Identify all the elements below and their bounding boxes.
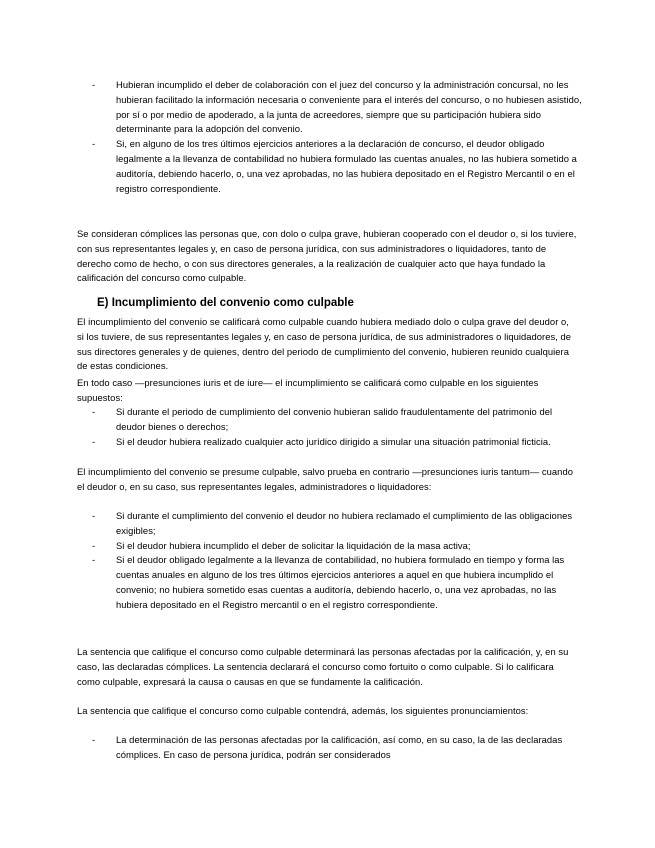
list-item (92, 137, 582, 196)
paragraph-pronunciamientos: La sentencia que califique el concurso como culpable contendrá, además, los siguientes pronunciamientos: (77, 705, 529, 716)
list-item-text: Si durante el periodo de cumplimiento del convenio hubieran salido fraudulentamente del patrimonio del deudor bienes o derechos; (116, 406, 553, 432)
list-item-text: Si el deudor hubiera incumplido el deber de solicitar la liquidación de la masa activa; (116, 539, 471, 551)
list-item (92, 553, 582, 612)
list-item-text: Hubieran incumplido el deber de colaboración con el juez del concurso y la administración concursal, no les hubieran facilitado la información necesaria o conveniente para el interés del concurso, o no hubiesen asistido, por sí o por medio de apoderado, a la junta de acreedores, siempre que su participación hubiera sido determinante para la adopción del convenio. (116, 79, 582, 135)
bullet-dash: - (92, 510, 96, 521)
bullet-dash: - (92, 539, 96, 551)
list-item-text: Si el deudor hubiera realizado cualquier acto jurídico dirigido a simular una situación patrimonial ficticia. (116, 435, 551, 447)
list-item (92, 539, 582, 554)
bullet-list-deudor (92, 509, 582, 613)
list-item (92, 78, 582, 137)
list-item-text: Si durante el cumplimiento del convenio el deudor no hubiera reclamado el cumplimiento de las obligaciones exigibles; (116, 510, 573, 536)
paragraph-sentencia: La sentencia que califique el concurso como culpable determinará las personas afectadas por la calificación, y, en su caso, las declaradas cómplices. La sentencia declarará el concurso como fortuito o como culpable. Si lo calificara como culpable, expresará la causa o causas en que se fundamente la calificación. (77, 646, 569, 687)
bullet-dash: - (92, 435, 96, 447)
paragraph-incumplimiento: El incumplimiento del convenio se calificará como culpable cuando hubiera mediado dolo o culpa grave del deudor o, si los tuviere, de sus representantes legales y, en caso de persona jurídica, de sus administradores o liquidadores, de sus directores generales y de quienes, dentro del periodo de cumplimiento del convenio, hubieren reunido cualquiera de estas condiciones. (77, 316, 572, 372)
list-item-text: Si, en alguno de los tres últimos ejercicios anteriores a la declaración de concurso, el deudor obligado legalmente a la llevanza de contabilidad no hubiera formulado las cuentas anuales, no las hubiera sometido a auditoría, debiendo hacerlo, o, una vez aprobadas, no las hubiera depositado en el Registro Mercantil o en el registro correspondiente. (116, 138, 577, 194)
bullet-dash: - (92, 554, 96, 566)
paragraph-complices: Se consideran cómplices las personas que, con dolo o culpa grave, hubieran cooperado con el deudor o, si los tuviere, con sus representantes legales y, en caso de persona jurídica, con sus administradores o liquidadores, tanto de derecho como de hecho, o con sus directores generales, a la realización de cualquier acto que haya fundado la calificación del concurso como culpable. (77, 228, 577, 284)
list-item-text: Si el deudor obligado legalmente a la llevanza de contabilidad, no hubiera formulado en tiempo y forma las cuentas anuales en alguno de los tres últimos ejercicios anteriores a aquel en que hubiera incumplido el convenio; no hubiera sometido esas cuentas a auditoría, debiendo hacerlo, o, una vez aprobadas, no las hubiera depositado en el Registro mercantil o en el registro correspondiente. (116, 554, 565, 610)
bullet-dash: - (92, 734, 96, 745)
list-item (92, 435, 582, 450)
bullet-list-supuestos (92, 405, 582, 449)
bullet-list-deberes (92, 78, 582, 196)
bullet-dash: - (92, 406, 96, 417)
paragraph-presunciones-tantum: El incumplimiento del convenio se presume culpable, salvo prueba en contrario —presunciones iuris tantum— cuando el deudor o, en su caso, sus representantes legales, administradores o liquidadores: (77, 466, 573, 492)
paragraph-presunciones-iure: En todo caso —presunciones iuris et de iure— el incumplimiento se calificará como culpable en los siguientes supuestos: (77, 377, 539, 403)
section-heading-e: E) Incumplimiento del convenio como culpable (97, 297, 354, 309)
list-item-text: La determinación de las personas afectadas por la calificación, así como, en su caso, la de las declaradas cómplices. En caso de persona jurídica, podrán ser considerados (116, 734, 563, 760)
bullet-dash: - (92, 79, 96, 90)
list-item (92, 509, 582, 539)
bullet-list-pronunciamientos (92, 733, 582, 763)
list-item (92, 405, 582, 435)
list-item (92, 733, 582, 763)
bullet-dash: - (92, 138, 96, 150)
